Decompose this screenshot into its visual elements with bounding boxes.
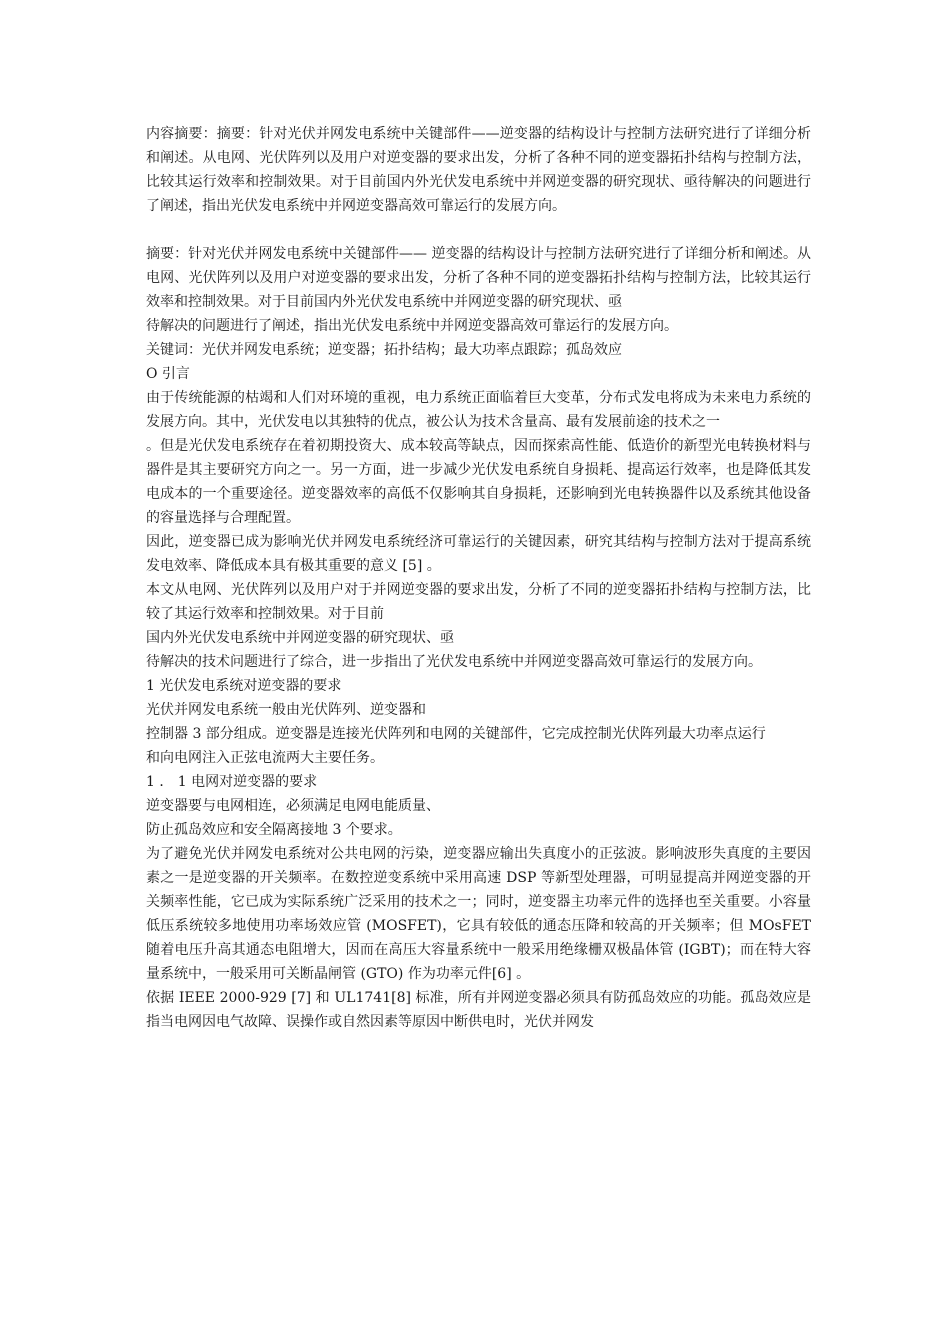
body-paragraph: 逆变器要与电网相连，必须满足电网电能质量、 (146, 798, 440, 814)
body-paragraph: 因此，逆变器已成为影响光伏并网发电系统经济可靠运行的关键因素，研究其结构与控制方法对于提高系统发电效率、降低成本具有极其重要的意义 [5] 。 (146, 534, 811, 574)
body-paragraph: 光伏并网发电系统一般由光伏阵列、逆变器和 (146, 702, 426, 718)
summary-paragraph: 内容摘要：摘要：针对光伏并网发电系统中关键部件——逆变器的结构设计与控制方法研究进行了详细分析和阐述。从电网、光伏阵列以及用户对逆变器的要求出发，分析了各种不同的逆变器拓扑结构与控制方法，比较其运行效率和控制效果。对于目前国内外光伏发电系统中并网逆变器的研究现状、亟待解决的问题进行了阐述，指出光伏发电系统中并网逆变器高效可靠运行的发展方向。 (146, 126, 811, 214)
body-paragraph: 由于传统能源的枯竭和人们对环境的重视，电力系统正面临着巨大变革，分布式发电将成为未来电力系统的发展方向。其中，光伏发电以其独特的优点，被公认为技术含量高、最有发展前途的技术之一 (146, 390, 811, 430)
body-paragraph: 依据 IEEE 2000-929 [7] 和 UL1741[8] 标准，所有并网逆变器必须具有防孤岛效应的功能。孤岛效应是指当电网因电气故障、误操作或自然因素等原因中断供电时，光伏并网发 (146, 990, 811, 1030)
body-paragraph: 本文从电网、光伏阵列以及用户对于并网逆变器的要求出发，分析了不同的逆变器拓扑结构与控制方法，比较了其运行效率和控制效果。对于目前 (146, 582, 811, 622)
section-heading-1: 1 光伏发电系统对逆变器的要求 (146, 678, 342, 694)
section-heading-intro: O 引言 (146, 366, 190, 382)
paragraph-spacer (146, 218, 811, 242)
body-paragraph: 待解决的技术问题进行了综合，进一步指出了光伏发电系统中并网逆变器高效可靠运行的发展方向。 (146, 654, 762, 670)
body-paragraph: 和向电网注入正弦电流两大主要任务。 (146, 750, 384, 766)
body-paragraph: 国内外光伏发电系统中并网逆变器的研究现状、亟 (146, 630, 454, 646)
abstract-continuation: 待解决的问题进行了阐述，指出光伏发电系统中并网逆变器高效可靠运行的发展方向。 (146, 318, 678, 334)
abstract-paragraph: 摘要：针对光伏并网发电系统中关键部件—— 逆变器的结构设计与控制方法研究进行了详细分析和阐述。从电网、光伏阵列以及用户对逆变器的要求出发，分析了各种不同的逆变器拓扑结构与控制方法，比较其运行效率和控制效果。对于目前国内外光伏发电系统中并网逆变器的研究现状、亟 (146, 246, 811, 310)
body-paragraph: 防止孤岛效应和安全隔离接地 3 个要求。 (146, 822, 402, 838)
body-paragraph: 控制器 3 部分组成。逆变器是连接光伏阵列和电网的关键部件，它完成控制光伏阵列最大功率点运行 (146, 726, 766, 742)
body-paragraph: 为了避免光伏并网发电系统对公共电网的污染，逆变器应输出失真度小的正弦波。影响波形失真度的主要因素之一是逆变器的开关频率。在数控逆变系统中采用高速 DSP 等新型处理器，可明显提高并网逆变器的开关频率性能，它已成为实际系统广泛采用的技术之一；同时，逆变器主功率元件的选择也至关重要。小容量低压系统较多地使用功率场效应管 (MOSFET)，它具有较低的通态压降和较高的开关频率；但 MOsFET 随着电压升高其通态电阻增大，因而在高压大容量系统中一般采用绝缘栅双极晶体管 (IGBT)；而在特大容量系统中，一般采用可关断晶闸管 (GTO) 作为功率元件[6] 。 (146, 846, 811, 982)
body-paragraph: 。但是光伏发电系统存在着初期投资大、成本较高等缺点，因而探索高性能、低造价的新型光电转换材料与器件是其主要研究方向之一。另一方面，进一步减少光伏发电系统自身损耗、提高运行效率，也是降低其发电成本的一个重要途径。逆变器效率的高低不仅影响其自身损耗，还影响到光电转换器件以及系统其他设备的容量选择与合理配置。 (146, 438, 811, 526)
subsection-heading-1-1: 1 ． 1 电网对逆变器的要求 (146, 774, 318, 790)
keywords-line: 关键词：光伏并网发电系统；逆变器；拓扑结构；最大功率点跟踪；孤岛效应 (146, 342, 622, 358)
document-page (146, 122, 811, 1034)
